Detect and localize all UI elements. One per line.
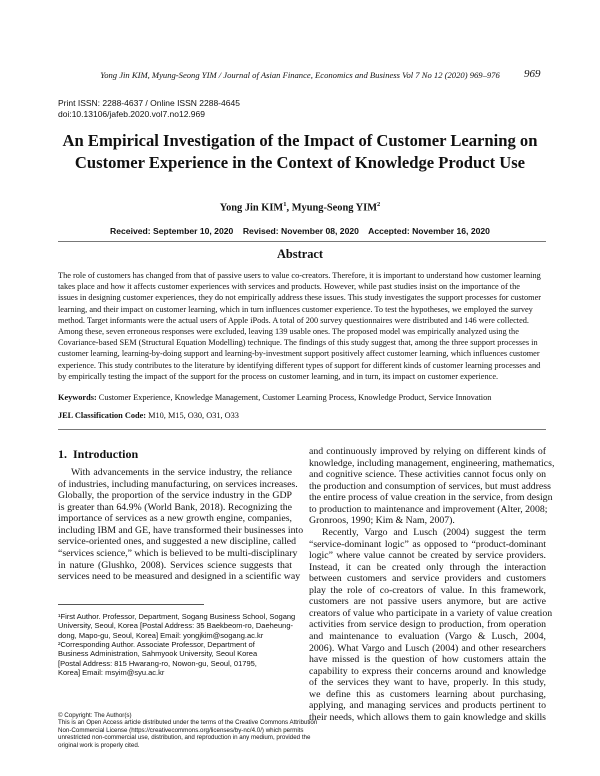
author-affiliation-marker: 1 [283, 201, 287, 208]
body-line: including IBM and GE, have transformed their businesses into [58, 524, 304, 536]
abstract-line: takes place and how it affects customer experiences with services and products. However, while past studies insist on the importance of the [58, 282, 520, 292]
abstract-line: by empirically testing the impact of the support for the process on customer learning, and in turn, its impact on customer experience. [58, 371, 499, 381]
body-line: in nature (Glushko, 2008). Services science suggests that [58, 559, 292, 571]
body-line: of the services they want to have, properly. In this study, [309, 677, 546, 689]
body-line: With advancements in the service industry, the reliance [71, 467, 292, 478]
author-affiliation-marker: 2 [377, 201, 381, 208]
abstract-line: method. Target informants were the actual users of Apple iPods. A total of 200 survey questionnaires were distributed and 146 were collected. [58, 315, 529, 325]
abstract-line: customer learning, learning-by-doing support and learning-by-investment support positively affect customer learning, which influences customer [58, 349, 540, 359]
body-line: services need to be measured and designed in a scientific way [58, 571, 301, 583]
body-line: activities from service design to production, from operation [309, 619, 546, 631]
keywords-text: Customer Experience, Knowledge Management, Customer Learning Process, Knowledge Product, Service Innovation [98, 393, 492, 402]
footnote-line: dong, Mapo-gu, Seoul, Korea] Email: yongjkim@sogang.ac.kr [58, 630, 264, 640]
jel-codes [58, 411, 546, 420]
body-line: the entire process of value creation in the service, from design [309, 492, 553, 504]
body-line: customers are not passive users anymore, but are active [309, 596, 546, 608]
footnote-line: Korea] Email: msyim@syu.ac.kr [58, 667, 165, 677]
footnote-first-author [58, 612, 296, 640]
body-line: and maintenance to evaluation (Vargo & Lusch, 2004, [309, 631, 546, 642]
body-line: knowledge, including management, engineering, mathematics, [309, 457, 555, 469]
copyright-line: Non-Commercial License (https://creativecommons.org/licenses/by-nc/4.0/) which permits [58, 726, 304, 734]
abstract-line: learning, and their impact on customer learning, which in turn influences customer experience. To test the hypotheses, we employed the survey [58, 304, 533, 314]
doi-line: doi:10.13106/jafeb.2020.vol7.no12.969 [58, 109, 205, 119]
body-line: their needs, which allows them to gain knowledge and skills [309, 711, 546, 723]
body-line: “service-dominant logic” as opposed to “product-dominant [309, 538, 546, 550]
jel-label: JEL Classification Code: [58, 411, 147, 420]
author-name: Yong Jin KIM [219, 202, 284, 214]
author-name: Myung-Seong YIM [291, 202, 378, 214]
body-line: and cognitive science. These activities cannot focus only on [309, 469, 546, 481]
section-heading: 1. Introduction [58, 447, 139, 461]
received-dates: Received: September 10, 2020 Revised: November 08, 2020 Accepted: November 16, 2020 [110, 226, 490, 236]
copyright-line: © Copyright: The Author(s) [58, 712, 132, 719]
body-line: and continuously improved by relying on different kinds of [309, 446, 546, 457]
body-line: service-oriented ones, and suggested a new discipline, called [58, 536, 297, 548]
abstract-line: The role of customers has changed from that of passive users to value co-creators. Therefore, it is important to understand how customer learning [58, 271, 541, 280]
body-line: importance of services as a new growth engine, companies, [58, 513, 292, 525]
body-line: between customers and service providers and customers [309, 573, 546, 585]
abstract-line: issues in designing customer experiences, they do not empirically address these issues. This study investigates the support processes for customer [58, 293, 542, 303]
keywords [58, 392, 546, 403]
running-head-text: Yong Jin KIM, Myung-Seong YIM / Journal of Asian Finance, Economics and Business Vol 7 No 12 (2020) 969–976 [100, 70, 500, 80]
abstract-heading: Abstract [276, 247, 324, 261]
jel-text: M10, M15, O30, O31, O33 [148, 411, 239, 420]
footnote-line: Business Administration, Sahmyook University, Seoul Korea [58, 649, 258, 659]
copyright-notice [58, 712, 318, 749]
author-line [0, 201, 600, 213]
footnote-line: ¹First Author. Professor, Department, Sogang Business School, Sogang [58, 612, 296, 621]
body-line: Globally, the proportion of the service industry in the GDP [58, 490, 292, 502]
copyright-line: unrestricted non-commercial use, distribution, and reproduction in any medium, provided the [58, 734, 311, 742]
body-line: is greater than 64.9% (World Bank, 2018). Recognizing the [58, 501, 292, 513]
paper-title [40, 130, 560, 174]
body-line: capability to express their concerns around and knowledge [309, 665, 546, 677]
author-separator: , [286, 202, 292, 214]
body-line: applying, and managing services and products pertinent to [309, 700, 546, 712]
copyright-line: original work is properly cited. [58, 741, 140, 749]
footnote-corresponding-author [58, 640, 292, 677]
divider-bottom [58, 429, 546, 430]
page-number: 969 [524, 68, 541, 80]
footnote-line: [Postal Address: 815 Hwarang-ro, Nowon-gu, Seoul, 01795, [58, 658, 257, 668]
body-line: play the role of co-creators of value. In this framework, [309, 584, 546, 596]
body-line: 2006). What Vargo and Lusch (2004) and other researchers [309, 642, 546, 654]
body-line: of industries, including manufacturing, on services increases. [58, 478, 298, 490]
abstract-line: Covariance-based SEM (Structural Equation Modelling) technique. The findings of this study suggest that, among the three support processes in [58, 338, 538, 348]
right-column [309, 446, 555, 724]
body-line: to production to maintenance and improvement (Alter, 2008; [309, 503, 548, 515]
body-line: we define this as customers learning about purchasing, [309, 688, 546, 700]
divider-top [58, 241, 546, 242]
body-line: creators of value who participate in a variety of value creation [309, 607, 553, 619]
body-line: Recently, Vargo and Lusch (2004) suggest the term [322, 526, 546, 538]
running-header [0, 70, 600, 84]
footnote-line: University, Seoul, Korea [Postal Address: 35 Baekbeom-ro, Daeheung- [58, 621, 293, 631]
copyright-line: This is an Open Access article distributed under the terms of the Creative Commons Attribution [58, 719, 318, 727]
keywords-label: Keywords: [58, 393, 97, 402]
abstract-body [58, 270, 546, 382]
body-line: logic” where value cannot be created by service providers. [309, 550, 546, 562]
body-line: Gronroos, 1990; Kim & Nam, 2007). [309, 515, 455, 527]
abstract-line: Among these, seven erroneous responses were excluded, leaving 139 usable ones. The proposed model was empirically analyzed using the [58, 327, 519, 337]
issn-line: Print ISSN: 2288-4637 / Online ISSN 2288-4645 [58, 98, 240, 108]
body-line: have missed is the question of how customers attain the [309, 654, 546, 666]
body-line: the production and consumption of services, but must address [309, 480, 551, 492]
body-line: “services science,” which is believed to be multi-disciplinary [58, 547, 298, 559]
left-column [58, 467, 304, 583]
title-line: Customer Experience in the Context of Knowledge Product Use [74, 153, 526, 172]
footnote-divider [58, 604, 204, 605]
body-line: Instead, it can be created only through the interaction [309, 561, 546, 573]
title-line: An Empirical Investigation of the Impact of Customer Learning on [62, 131, 538, 150]
abstract-line: experience. This study contributes to the literature by identifying different types of support for different kinds of customer learning processes and [58, 360, 541, 370]
footnote-line: ²Corresponding Author. Associate Professor, Department of [58, 640, 255, 649]
